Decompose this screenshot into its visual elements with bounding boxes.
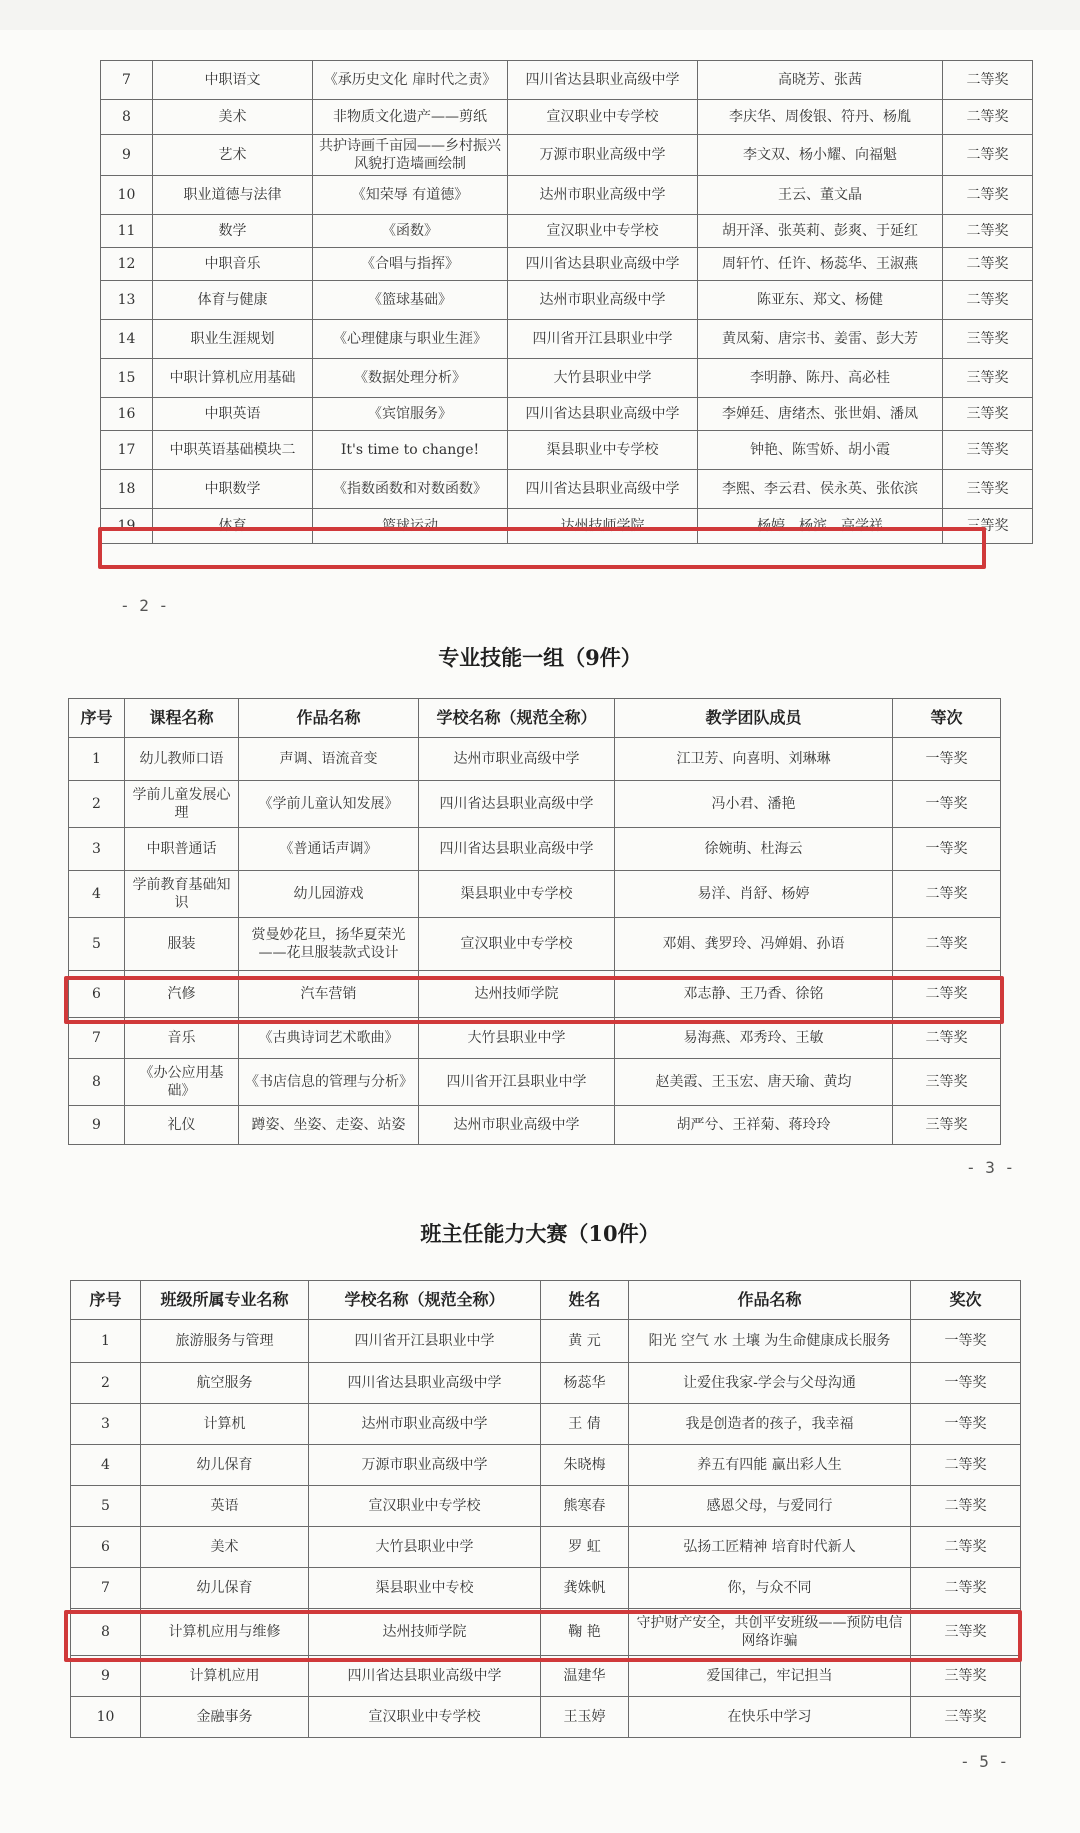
page3-cell: 达州市职业高级中学 [419,738,615,781]
page3-cell: 汽车营销 [239,971,419,1018]
page2-cell: 9 [101,135,153,176]
page3-cell: 大竹县职业中学 [419,1018,615,1059]
page2-cell: 《数据处理分析》 [313,359,508,398]
page2-cell: 四川省开江县职业中学 [508,320,698,359]
page2-cell: 体育与健康 [153,281,313,320]
page5-cell: 温建华 [541,1656,629,1697]
page5-cell: 9 [71,1656,141,1697]
page5-table-row [71,1445,1021,1486]
page5-cell: 王玉婷 [541,1697,629,1738]
page2-cell: 10 [101,176,153,215]
page5-table-row [71,1697,1021,1738]
page2-cell: 16 [101,398,153,431]
page2-cell: 12 [101,248,153,281]
page5-table [70,1280,1021,1738]
page3-header-cell: 课程名称 [125,699,239,738]
page2-cell: 大竹县职业中学 [508,359,698,398]
page5-cell: 英语 [141,1486,309,1527]
page2-cell: 数学 [153,215,313,248]
page2-cell: 8 [101,100,153,135]
section-title-page3: 专业技能一组（9件） [438,645,642,670]
page2-table-row [101,470,1033,509]
page3-cell: 徐婉萌、杜海云 [615,828,893,871]
page5-cell: 阳光 空气 水 土壤 为生命健康成长服务 [629,1320,911,1363]
page3-table-row [69,871,1001,918]
highlight-box-page3-row6 [64,976,1004,1024]
page3-cell: 胡严兮、王祥菊、蒋玲玲 [615,1106,893,1145]
page2-cell: 体育 [153,509,313,544]
page5-table-row [71,1404,1021,1445]
page5-cell: 金融事务 [141,1697,309,1738]
page2-cell: 钟艳、陈雪娇、胡小霞 [698,431,943,470]
page3-cell: 幼儿园游戏 [239,871,419,918]
page2-cell: 7 [101,61,153,100]
page5-cell: 美术 [141,1527,309,1568]
page2-cell: 14 [101,320,153,359]
page3-cell: 8 [69,1059,125,1106]
page5-cell: 朱晓梅 [541,1445,629,1486]
page3-cell: 音乐 [125,1018,239,1059]
page3-header-cell: 教学团队成员 [615,699,893,738]
page3-cell: 7 [69,1018,125,1059]
page2-cell: 李庆华、周俊银、符丹、杨胤 [698,100,943,135]
page3-cell: 二等奖 [893,918,1001,971]
page5-cell: 让爱住我家-学会与父母沟通 [629,1363,911,1404]
page3-cell: 二等奖 [893,871,1001,918]
page2-cell: 三等奖 [943,509,1033,544]
page5-cell: 在快乐中学习 [629,1697,911,1738]
page2-cell: 中职语文 [153,61,313,100]
page5-cell: 弘扬工匠精神 培育时代新人 [629,1527,911,1568]
page3-cell: 服装 [125,918,239,971]
page2-cell: 陈亚东、郑文、杨健 [698,281,943,320]
page5-cell: 宣汉职业中专学校 [309,1486,541,1527]
page3-cell: 宣汉职业中专学校 [419,918,615,971]
page3-cell: 汽修 [125,971,239,1018]
page2-cell: 渠县职业中专学校 [508,431,698,470]
page3-cell: 邓志静、王乃香、徐铭 [615,971,893,1018]
page2-cell: 《合唱与指挥》 [313,248,508,281]
page3-cell: 三等奖 [893,1106,1001,1145]
page5-cell: 四川省达县职业高级中学 [309,1363,541,1404]
page2-cell: 篮球运动 [313,509,508,544]
page5-cell: 计算机 [141,1404,309,1445]
page5-cell: 4 [71,1445,141,1486]
page5-cell: 大竹县职业中学 [309,1527,541,1568]
page2-cell: 王云、董文晶 [698,176,943,215]
page2-cell: 中职数学 [153,470,313,509]
page3-cell: 学前儿童发展心理 [125,781,239,828]
page2-cell: 三等奖 [943,320,1033,359]
page2-cell: 二等奖 [943,248,1033,281]
page-number-2: - 2 - [120,596,169,615]
page5-cell: 守护财产安全，共创平安班级——预防电信网络诈骗 [629,1609,911,1656]
page2-cell: 李熙、李云君、侯永英、张依滨 [698,470,943,509]
page3-cell: 《古典诗词艺术歌曲》 [239,1018,419,1059]
page5-header-cell: 序号 [71,1281,141,1320]
page2-cell: 《心理健康与职业生涯》 [313,320,508,359]
page3-cell: 邓娟、龚罗玲、冯婵娟、孙语 [615,918,893,971]
page5-cell: 二等奖 [911,1527,1021,1568]
page5-cell: 王 倩 [541,1404,629,1445]
page3-cell: 幼儿教师口语 [125,738,239,781]
page2-cell: 《篮球基础》 [313,281,508,320]
page5-cell: 5 [71,1486,141,1527]
page2-table-row [101,398,1033,431]
page3-cell: 冯小君、潘艳 [615,781,893,828]
page2-cell: 黄凤菊、唐宗书、姜雷、彭大芳 [698,320,943,359]
page2-table-row [101,215,1033,248]
page5-cell: 一等奖 [911,1320,1021,1363]
page2-table-row [101,281,1033,320]
page2-cell: 19 [101,509,153,544]
page2-table-row [101,320,1033,359]
page2-cell: 万源市职业高级中学 [508,135,698,176]
page5-cell: 黄 元 [541,1320,629,1363]
page5-cell: 旅游服务与管理 [141,1320,309,1363]
page5-header-cell: 奖次 [911,1281,1021,1320]
page2-cell: 三等奖 [943,359,1033,398]
page3-cell: 渠县职业中专学校 [419,871,615,918]
page5-cell: 达州技师学院 [309,1609,541,1656]
page5-cell: 1 [71,1320,141,1363]
page2-cell: 二等奖 [943,61,1033,100]
page2-cell: 艺术 [153,135,313,176]
page3-cell: 一等奖 [893,828,1001,871]
page2-cell: 《函数》 [313,215,508,248]
page5-cell: 7 [71,1568,141,1609]
page3-header-cell: 等次 [893,699,1001,738]
page2-cell: 《宾馆服务》 [313,398,508,431]
page5-cell: 达州市职业高级中学 [309,1404,541,1445]
page3-cell: 《学前儿童认知发展》 [239,781,419,828]
page2-cell: 二等奖 [943,135,1033,176]
page2-cell: 共护诗画千亩园——乡村振兴风貌打造墙画绘制 [313,135,508,176]
page2-cell: 13 [101,281,153,320]
page3-cell: 《书店信息的管理与分析》 [239,1059,419,1106]
page-number-5: - 5 - [960,1752,1009,1771]
page5-cell: 我是创造者的孩子，我幸福 [629,1404,911,1445]
page5-cell: 计算机应用与维修 [141,1609,309,1656]
page3-cell: 《普通话声调》 [239,828,419,871]
page3-table-row [69,781,1001,828]
page2-table-row [101,61,1033,100]
page3-table-row [69,1059,1001,1106]
page3-table-row [69,918,1001,971]
page3-table-row [69,1106,1001,1145]
page3-header-cell: 学校名称（规范全称） [419,699,615,738]
page5-cell: 一等奖 [911,1363,1021,1404]
page3-header-cell: 序号 [69,699,125,738]
page5-cell: 一等奖 [911,1404,1021,1445]
page5-cell: 二等奖 [911,1568,1021,1609]
page3-cell: 5 [69,918,125,971]
page2-table-row [101,100,1033,135]
page3-table-row [69,828,1001,871]
page5-table-row [71,1320,1021,1363]
page5-cell: 10 [71,1697,141,1738]
page2-cell: 四川省达县职业高级中学 [508,470,698,509]
page2-cell: 三等奖 [943,398,1033,431]
page2-cell: 二等奖 [943,281,1033,320]
page5-header-cell: 学校名称（规范全称） [309,1281,541,1320]
page2-cell: 四川省达县职业高级中学 [508,398,698,431]
page3-cell: 易海燕、邓秀玲、王敏 [615,1018,893,1059]
page3-table-row [69,738,1001,781]
page3-cell: 学前教育基础知识 [125,871,239,918]
page2-cell: 达州市职业高级中学 [508,281,698,320]
page5-cell: 二等奖 [911,1445,1021,1486]
page3-cell: 蹲姿、坐姿、走姿、站姿 [239,1106,419,1145]
section-title-page5: 班主任能力大赛（10件） [420,1221,660,1246]
page5-cell: 万源市职业高级中学 [309,1445,541,1486]
page5-cell: 养五有四能 赢出彩人生 [629,1445,911,1486]
page3-cell: 达州技师学院 [419,971,615,1018]
page2-cell: 宣汉职业中专学校 [508,100,698,135]
page2-cell: 非物质文化遗产——剪纸 [313,100,508,135]
page3-cell: 赏曼妙花旦，扬华夏荣光——花旦服装款式设计 [239,918,419,971]
page5-cell: 杨蕊华 [541,1363,629,1404]
page5-cell: 航空服务 [141,1363,309,1404]
page3-cell: 声调、语流音变 [239,738,419,781]
page3-cell: 9 [69,1106,125,1145]
page5-table-row [71,1527,1021,1568]
page2-cell: 达州市职业高级中学 [508,176,698,215]
page2-cell: 四川省达县职业高级中学 [508,61,698,100]
page3-cell: 四川省达县职业高级中学 [419,781,615,828]
page3-cell: 三等奖 [893,1059,1001,1106]
page2-cell: 四川省达县职业高级中学 [508,248,698,281]
page2-cell: 《指数函数和对数函数》 [313,470,508,509]
page2-cell: 职业道德与法律 [153,176,313,215]
page3-header-cell: 作品名称 [239,699,419,738]
page2-cell: 周轩竹、任许、杨蕊华、王淑燕 [698,248,943,281]
page2-table-row [101,135,1033,176]
page5-header-cell: 姓名 [541,1281,629,1320]
page5-cell: 四川省达县职业高级中学 [309,1656,541,1697]
page2-table-row [101,176,1033,215]
page2-table [100,60,1033,544]
page3-cell: 3 [69,828,125,871]
page5-cell: 6 [71,1527,141,1568]
page-number-3: - 3 - [966,1158,1015,1177]
page2-cell: 中职音乐 [153,248,313,281]
page2-cell: 三等奖 [943,431,1033,470]
page2-cell: 达州技师学院 [508,509,698,544]
page2-cell: 三等奖 [943,470,1033,509]
page2-cell: 中职计算机应用基础 [153,359,313,398]
page5-table-row [71,1363,1021,1404]
page3-cell: 中职普通话 [125,828,239,871]
page3-cell: 6 [69,971,125,1018]
page3-cell: 1 [69,738,125,781]
page3-cell: 二等奖 [893,1018,1001,1059]
page5-cell: 你，与众不同 [629,1568,911,1609]
page2-cell: 《知荣辱 有道德》 [313,176,508,215]
page3-cell: 二等奖 [893,971,1001,1018]
page3-cell: 一等奖 [893,781,1001,828]
page3-cell: 达州市职业高级中学 [419,1106,615,1145]
page3-cell: 江卫芳、向喜明、刘琳琳 [615,738,893,781]
page2-cell: 胡开泽、张英莉、彭爽、于延红 [698,215,943,248]
page5-cell: 三等奖 [911,1656,1021,1697]
page2-cell: 高晓芳、张茜 [698,61,943,100]
page2-table-row [101,359,1033,398]
page3-cell: 2 [69,781,125,828]
page5-cell: 宣汉职业中专学校 [309,1697,541,1738]
page2-cell: 二等奖 [943,100,1033,135]
page3-table [68,698,1001,1145]
highlight-box-page5-row8 [64,1610,1022,1662]
page5-cell: 8 [71,1609,141,1656]
page2-cell: It's time to change! [313,431,508,470]
page5-cell: 罗 虹 [541,1527,629,1568]
page5-cell: 渠县职业中专校 [309,1568,541,1609]
page2-table-row [101,431,1033,470]
page2-cell: 18 [101,470,153,509]
page5-cell: 计算机应用 [141,1656,309,1697]
page5-cell: 爱国律己，牢记担当 [629,1656,911,1697]
page3-cell: 礼仪 [125,1106,239,1145]
page2-cell: 11 [101,215,153,248]
page2-cell: 李明静、陈丹、高必桂 [698,359,943,398]
page2-cell: 二等奖 [943,176,1033,215]
page2-cell: 《承历史文化 扉时代之责》 [313,61,508,100]
page5-cell: 3 [71,1404,141,1445]
page5-cell: 龚姝帆 [541,1568,629,1609]
page5-cell: 感恩父母，与爱同行 [629,1486,911,1527]
page5-cell: 2 [71,1363,141,1404]
page3-cell: 四川省达县职业高级中学 [419,828,615,871]
page3-cell: 《办公应用基础》 [125,1059,239,1106]
page5-cell: 鞠 艳 [541,1609,629,1656]
page3-cell: 一等奖 [893,738,1001,781]
page2-cell: 中职英语基础模块二 [153,431,313,470]
page2-table-row [101,248,1033,281]
page3-cell: 赵美霞、王玉宏、唐天瑜、黄均 [615,1059,893,1106]
page2-cell: 李文双、杨小耀、向福魁 [698,135,943,176]
page2-cell: 李婵廷、唐绪杰、张世娟、潘凤 [698,398,943,431]
page5-cell: 三等奖 [911,1609,1021,1656]
page5-cell: 三等奖 [911,1697,1021,1738]
page2-cell: 宣汉职业中专学校 [508,215,698,248]
page2-cell: 职业生涯规划 [153,320,313,359]
highlight-box-page2-row19 [98,527,986,569]
page2-cell: 15 [101,359,153,398]
page2-cell: 美术 [153,100,313,135]
page5-cell: 二等奖 [911,1486,1021,1527]
page5-header-cell: 班级所属专业名称 [141,1281,309,1320]
page3-cell: 四川省开江县职业中学 [419,1059,615,1106]
page2-cell: 17 [101,431,153,470]
page5-cell: 幼儿保育 [141,1445,309,1486]
page5-header-cell: 作品名称 [629,1281,911,1320]
page2-cell: 二等奖 [943,215,1033,248]
page5-cell: 四川省开江县职业中学 [309,1320,541,1363]
page3-cell: 4 [69,871,125,918]
page5-table-row [71,1568,1021,1609]
page5-cell: 熊寒春 [541,1486,629,1527]
page2-cell: 中职英语 [153,398,313,431]
page3-cell: 易洋、肖舒、杨婷 [615,871,893,918]
page5-cell: 幼儿保育 [141,1568,309,1609]
page5-table-row [71,1486,1021,1527]
page2-cell: 杨婷、杨滨、高学祥 [698,509,943,544]
